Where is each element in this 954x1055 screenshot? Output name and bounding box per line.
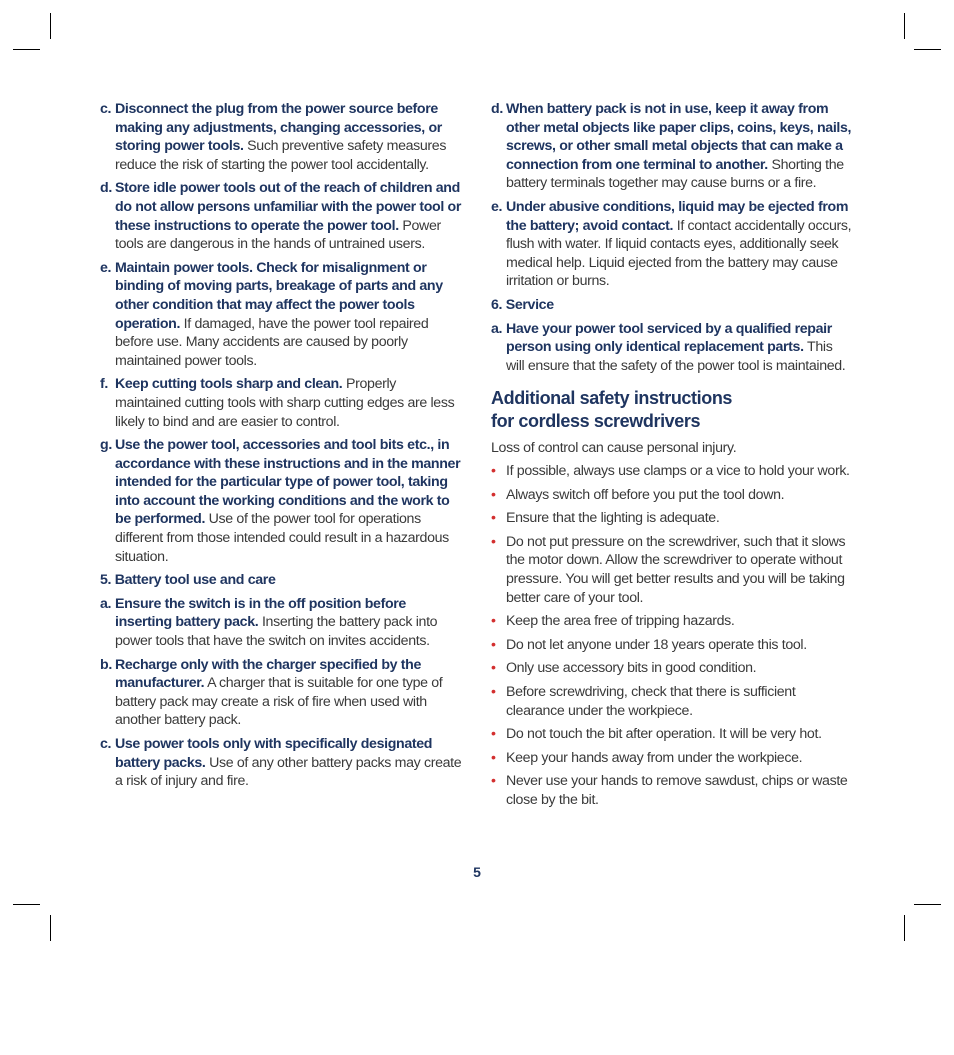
bullet-text: Ensure that the lighting is adequate. [506,510,720,527]
bullet-item [491,659,853,678]
crop-mark-bl-h [13,904,40,905]
section-title-service: 6. Service [491,296,554,313]
bullet-dot-icon: • [491,463,496,480]
instruction-item-e [491,198,853,291]
item-label: f. [100,376,108,393]
intro-text: Loss of control can cause personal injury. [491,439,737,456]
item-heading: Use power tools only with specifically designated battery packs. [115,736,433,771]
battery-item-c [100,735,462,791]
bullet-dot-icon: • [491,726,496,743]
instruction-item-g [100,436,462,566]
bullet-text: Never use your hands to remove sawdust, chips or waste close by the bit. [506,773,848,808]
item-label: b. [100,656,112,673]
bullet-text: If possible, always use clamps or a vice to hold your work. [506,463,850,480]
bullet-item [491,636,853,655]
item-heading: Maintain power tools. Check for misalignment or binding of moving parts, breakage of parts and any other condition that may affect the power tools operation. [115,259,443,332]
bullet-dot-icon: • [491,749,496,766]
left-column [100,100,462,796]
page-number: 5 [473,864,481,880]
item-label: d. [100,180,112,197]
service-item-a [491,320,853,376]
item-text: Use of the power tool for operations different from those intended could result in a hazardous situation. [115,511,449,565]
section-title-battery: 5. Battery tool use and care [100,572,276,589]
item-heading: Have your power tool serviced by a qualified repair person using only identical replacement parts. [506,320,832,356]
bullet-text: Do not let anyone under 18 years operate this tool. [506,636,807,653]
crop-mark-br-v [904,915,905,941]
bullet-dot-icon: • [491,636,496,653]
instruction-item-e [100,259,462,371]
bullet-list [491,462,853,810]
right-column [491,100,853,815]
item-label: d. [491,101,503,117]
crop-mark-tl-v [50,13,51,39]
item-text: Properly maintained cutting tools with sharp cutting edges are less likely to bind and are easier to control. [115,376,455,430]
bullet-dot-icon: • [491,533,496,550]
item-heading: Ensure the switch is in the off position before inserting battery pack. [115,595,406,631]
crop-mark-tr-v [904,13,905,39]
bullet-dot-icon: • [491,660,496,677]
bullet-item [491,683,853,720]
bullet-text: Do not touch the bit after operation. It will be very hot. [506,726,822,743]
item-label: c. [100,101,112,117]
item-heading: When battery pack is not in use, keep it away from other metal objects like paper clips, coins, keys, nails, screws, or other small metal objects that can make a connection from one terminal to another. [506,101,852,173]
bullet-dot-icon: • [491,773,496,790]
bullet-dot-icon: • [491,613,496,630]
item-label: e. [491,198,503,215]
title-line-2: for cordless screwdrivers [491,410,701,431]
item-label: a. [100,595,112,612]
item-text: If contact accidentally occurs, flush with water. If liquid contacts eyes, additionally seek medical help. Liquid ejected from the battery may cause irritation or burns. [506,217,852,290]
item-heading: Recharge only with the charger specified by the manufacturer. [115,656,422,692]
battery-item-a [100,595,462,651]
instruction-item-d [491,100,853,193]
instruction-item-c [100,100,462,174]
instruction-item-f [100,375,462,431]
item-heading: Store idle power tools out of the reach of children and do not allow persons unfamiliar with the power tool or these instructions to operate the power tool. [115,180,462,234]
bullet-text: Always switch off before you put the tool down. [506,486,785,503]
item-heading: Under abusive conditions, liquid may be ejected from the battery; avoid contact. [506,198,849,234]
bullet-item [491,486,853,505]
bullet-item [491,612,853,631]
bullet-item [491,533,853,607]
item-heading: Keep cutting tools sharp and clean. [115,376,343,393]
bullet-item [491,509,853,528]
bullet-text: Do not put pressure on the screwdriver, such that it slows the motor down. Allow the screwdriver to operate without pressure. You will get better results and you will be taking better care of your tool. [506,533,846,606]
bullet-text: Keep your hands away from under the workpiece. [506,749,803,766]
bullet-item [491,462,853,481]
crop-mark-br-h [914,904,941,905]
item-heading: Use the power tool, accessories and tool bits etc., in accordance with these instructions and in the manner intended for the particular type of power tool, taking into account the working conditions and the work to be performed. [115,437,461,528]
bullet-item [491,772,853,809]
item-heading: Disconnect the plug from the power source before making any adjustments, changing accessories, or storing power tools. [115,101,442,155]
item-text: This will ensure that the safety of the power tool is maintained. [506,339,846,374]
bullet-text: Only use accessory bits in good condition. [506,660,757,677]
title-line-1: Additional safety instructions [491,388,733,409]
bullet-text: Before screwdriving, check that there is sufficient clearance under the workpiece. [506,684,796,719]
item-text: Shorting the battery terminals together may cause burns or a fire. [506,156,844,192]
item-text: Such preventive safety measures reduce the risk of starting the power tool accidentally. [115,138,447,173]
crop-mark-bl-v [50,915,51,941]
crop-mark-tr-h [914,49,941,50]
item-text: Power tools are dangerous in the hands of untrained users. [115,217,441,253]
item-label: a. [491,320,503,337]
bullet-item [491,725,853,744]
bullet-dot-icon: • [491,684,496,701]
bullet-item [491,749,853,768]
instruction-item-d [100,179,462,253]
item-label: e. [100,259,112,276]
additional-safety-title [491,387,853,432]
bullet-text: Keep the area free of tripping hazards. [506,613,735,630]
item-text: Use of any other battery packs may create a risk of injury and fire. [115,754,462,790]
item-label: g. [100,437,112,454]
bullet-dot-icon: • [491,486,496,503]
item-text: If damaged, have the power tool repaired before use. Many accidents are caused by poorly maintained power tools. [115,315,429,369]
crop-mark-tl-h [13,49,40,50]
bullet-dot-icon: • [491,510,496,527]
item-text: A charger that is suitable for one type of battery pack may create a risk of fire when used with another battery pack. [115,675,443,729]
item-label: c. [100,736,112,752]
battery-item-b [100,656,462,730]
item-text: Inserting the battery pack into power tools that have the switch on invites accidents. [115,614,438,650]
